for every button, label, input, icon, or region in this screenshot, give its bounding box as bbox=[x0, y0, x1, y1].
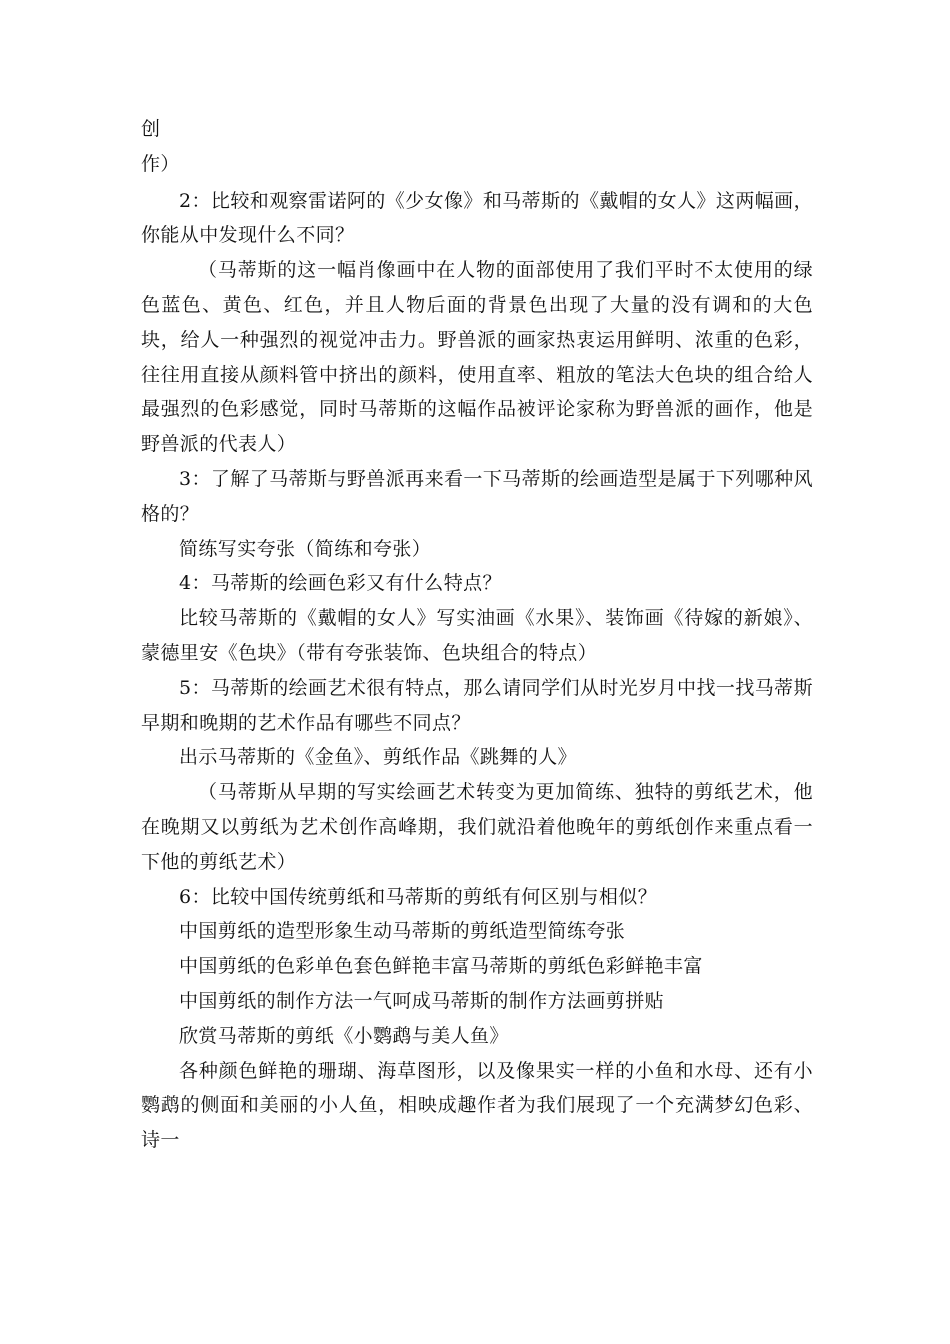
paragraph-description: 各种颜色鲜艳的珊瑚、海草图形，以及像果实一样的小鱼和水母、还有小鹦鹉的侧面和美丽的小人鱼，相映成趣作者为我们展现了一个充满梦幻色彩、诗一 bbox=[141, 1059, 813, 1152]
paragraph-answer-4: 比较马蒂斯的《戴帽的女人》写实油画《水果》、装饰画《待嫁的新娘》、蒙德里安《色块》（带有夸张装饰、色块组合的特点） bbox=[141, 607, 813, 664]
paragraph-question-2: 2：比较和观察雷诺阿的《少女像》和马蒂斯的《戴帽的女人》这两幅画，你能从中发现什么不同？ bbox=[141, 189, 813, 247]
paragraph-compare-method: 中国剪纸的制作方法一气呵成马蒂斯的制作方法画剪拼贴 bbox=[179, 989, 665, 1012]
paragraph-appreciate: 欣赏马蒂斯的剪纸《小鹦鹉与美人鱼》 bbox=[179, 1024, 509, 1047]
paragraph-question-3: 3：了解了马蒂斯与野兽派再来看一下马蒂斯的绘画造型是属于下列哪种风格的？ bbox=[141, 467, 813, 525]
paragraph-compare-shape: 中国剪纸的造型形象生动马蒂斯的剪纸造型简练夸张 bbox=[179, 920, 626, 943]
paragraph-answer-3: 简练写实夸张（简练和夸张） bbox=[179, 537, 432, 560]
paragraph-compare-color: 中国剪纸的色彩单色套色鲜艳丰富马蒂斯的剪纸色彩鲜艳丰富 bbox=[179, 955, 703, 978]
document-page bbox=[141, 114, 813, 1158]
paragraph-question-5: 5：马蒂斯的绘画艺术很有特点，那么请同学们从时光岁月中找一找马蒂斯早期和晚期的艺术作品有哪些不同点？ bbox=[141, 676, 813, 734]
paragraph-answer-5: （马蒂斯从早期的写实绘画艺术转变为更加简练、独特的剪纸艺术，他在晚期又以剪纸为艺术创作高峰期，我们就沿着他晚年的剪纸创作来重点看一下他的剪纸艺术） bbox=[141, 781, 813, 873]
paragraph-answer-2: （马蒂斯的这一幅肖像画中在人物的面部使用了我们平时不太使用的绿色蓝色、黄色、红色，并且人物后面的背景色出现了大量的没有调和的大色块，给人一种强烈的视觉冲击力。野兽派的画家热衷运用鲜明、浓重的色彩，往往用直接从颜料管中挤出的颜料，使用直率、粗放的笔法大色块的组合给人最强烈的色彩感觉，同时马蒂斯的这幅作品被评论家称为野兽派的画作，他是野兽派的代表人） bbox=[141, 259, 813, 456]
paragraph-show-works: 出示马蒂斯的《金鱼》、剪纸作品《跳舞的人》 bbox=[179, 746, 577, 769]
paragraph-question-6: 6：比较中国传统剪纸和马蒂斯的剪纸有何区别与相似？ bbox=[179, 885, 658, 908]
header-line-2: 作） bbox=[141, 152, 180, 175]
header-line-1: 创 bbox=[141, 118, 161, 140]
paragraph-question-4: 4：马蒂斯的绘画色彩又有什么特点？ bbox=[179, 572, 502, 595]
